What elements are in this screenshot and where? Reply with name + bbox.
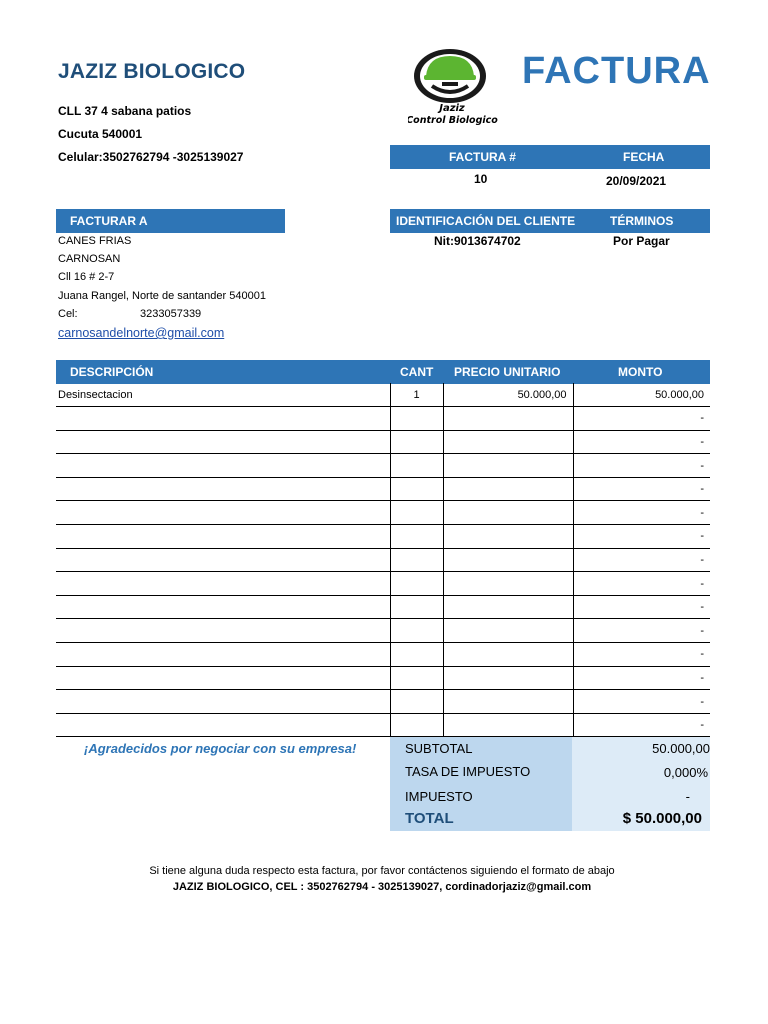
bill-to-cel-label: Cel:	[58, 308, 78, 320]
company-logo	[408, 46, 500, 128]
company-name: JAZIZ BIOLOGICO	[58, 60, 246, 83]
row-description	[56, 572, 390, 596]
row-description	[56, 619, 390, 643]
row-amount: -	[573, 643, 710, 667]
invoice-number-label: FACTURA #	[449, 150, 516, 164]
row-unit-price	[443, 690, 573, 714]
row-unit-price	[443, 548, 573, 572]
bill-to-cel: 3233057339	[140, 308, 202, 320]
client-id: Nit:9013674702	[434, 234, 521, 248]
row-quantity	[390, 572, 443, 596]
row-description	[56, 454, 390, 478]
client-header	[390, 209, 710, 233]
row-amount: -	[573, 454, 710, 478]
document-title: FACTURA	[522, 50, 711, 92]
row-quantity	[390, 548, 443, 572]
row-amount: -	[573, 572, 710, 596]
footer-note: Si tiene alguna duda respecto esta factura, por favor contáctenos siguiendo el formato de abajo	[149, 865, 615, 877]
table-row	[56, 407, 710, 431]
row-quantity	[390, 690, 443, 714]
bill-to-line: Cll 16 # 2-7	[58, 271, 115, 283]
row-quantity	[390, 619, 443, 643]
row-amount: -	[573, 595, 710, 619]
row-description	[56, 643, 390, 667]
subtotal-value: 50.000,00	[652, 741, 710, 756]
logo-text-line1: Jaziz	[439, 103, 465, 114]
items-table	[56, 383, 710, 737]
logo-emblem-icon	[408, 46, 500, 128]
row-description: Desinsectacion	[56, 383, 390, 407]
tax-value: -	[685, 789, 690, 804]
table-row	[56, 643, 710, 667]
row-amount: -	[573, 619, 710, 643]
bill-to-header	[56, 209, 285, 233]
row-amount: -	[573, 548, 710, 572]
table-row	[56, 501, 710, 525]
row-description	[56, 477, 390, 501]
row-description	[56, 430, 390, 454]
table-row	[56, 383, 710, 407]
row-amount: -	[573, 666, 710, 690]
row-description	[56, 525, 390, 549]
row-quantity: 1	[390, 383, 443, 407]
row-quantity	[390, 713, 443, 737]
thanks-message: ¡Agradecidos por negociar con su empresa!	[84, 741, 357, 756]
bill-to-label: FACTURAR A	[70, 214, 148, 228]
table-row	[56, 595, 710, 619]
row-amount: 50.000,00	[573, 383, 710, 407]
row-unit-price	[443, 525, 573, 549]
row-quantity	[390, 407, 443, 431]
company-address: CLL 37 4 sabana patios	[58, 104, 192, 118]
tax-rate-value: 0,000%	[663, 765, 708, 780]
tax-rate-label: TASA DE IMPUESTO	[405, 764, 531, 779]
row-quantity	[390, 595, 443, 619]
invoice-meta-header	[390, 145, 710, 169]
terms-label: TÉRMINOS	[610, 214, 674, 228]
total-value: $ 50.000,00	[622, 810, 702, 827]
table-row	[56, 548, 710, 572]
subtotal-label: SUBTOTAL	[405, 741, 473, 756]
table-row	[56, 619, 710, 643]
row-quantity	[390, 643, 443, 667]
table-row	[56, 525, 710, 549]
row-unit-price	[443, 477, 573, 501]
row-amount: -	[573, 690, 710, 714]
row-amount: -	[573, 501, 710, 525]
row-amount: -	[573, 430, 710, 454]
client-id-label: IDENTIFICACIÓN DEL CLIENTE	[396, 214, 576, 228]
row-unit-price	[443, 454, 573, 478]
row-unit-price	[443, 666, 573, 690]
col-amount: MONTO	[618, 365, 663, 379]
items-table-body	[56, 383, 710, 737]
bill-to-line: CANES FRIAS	[58, 235, 132, 247]
row-quantity	[390, 477, 443, 501]
logo-text-line2: Control Biologico	[408, 115, 498, 126]
table-row	[56, 572, 710, 596]
row-unit-price	[443, 501, 573, 525]
company-city: Cucuta 540001	[58, 127, 143, 141]
table-row	[56, 454, 710, 478]
row-amount: -	[573, 407, 710, 431]
bill-to-line: Juana Rangel, Norte de santander 540001	[58, 290, 266, 302]
col-quantity: CANT	[400, 365, 434, 379]
row-unit-price	[443, 407, 573, 431]
row-unit-price	[443, 595, 573, 619]
row-description	[56, 548, 390, 572]
row-description	[56, 690, 390, 714]
bill-to-email-link[interactable]: carnosandelnorte@gmail.com	[58, 326, 225, 340]
row-unit-price	[443, 430, 573, 454]
row-unit-price	[443, 643, 573, 667]
table-row	[56, 690, 710, 714]
row-description	[56, 407, 390, 431]
table-row	[56, 430, 710, 454]
total-label: TOTAL	[405, 810, 454, 827]
row-description	[56, 501, 390, 525]
tax-label: IMPUESTO	[405, 789, 473, 804]
bill-to-line: CARNOSAN	[58, 253, 121, 265]
row-unit-price	[443, 619, 573, 643]
invoice-number: 10	[474, 172, 488, 186]
table-row	[56, 477, 710, 501]
row-description	[56, 595, 390, 619]
table-row	[56, 713, 710, 737]
invoice-date: 20/09/2021	[606, 174, 667, 188]
footer-contact: JAZIZ BIOLOGICO, CEL : 3502762794 - 3025139027, cordinadorjaziz@gmail.com	[172, 881, 592, 893]
col-unit-price: PRECIO UNITARIO	[454, 365, 561, 379]
row-quantity	[390, 501, 443, 525]
row-description	[56, 713, 390, 737]
invoice-date-label: FECHA	[623, 150, 665, 164]
row-unit-price	[443, 572, 573, 596]
row-unit-price: 50.000,00	[443, 383, 573, 407]
row-quantity	[390, 430, 443, 454]
row-unit-price	[443, 713, 573, 737]
terms-value: Por Pagar	[613, 234, 670, 248]
row-quantity	[390, 454, 443, 478]
table-row	[56, 666, 710, 690]
row-description	[56, 666, 390, 690]
row-amount: -	[573, 477, 710, 501]
company-phone: Celular:3502762794 -3025139027	[58, 150, 244, 164]
col-description: DESCRIPCIÓN	[70, 365, 154, 379]
row-amount: -	[573, 525, 710, 549]
row-quantity	[390, 666, 443, 690]
items-table-header	[56, 360, 710, 384]
row-quantity	[390, 525, 443, 549]
row-amount: -	[573, 713, 710, 737]
